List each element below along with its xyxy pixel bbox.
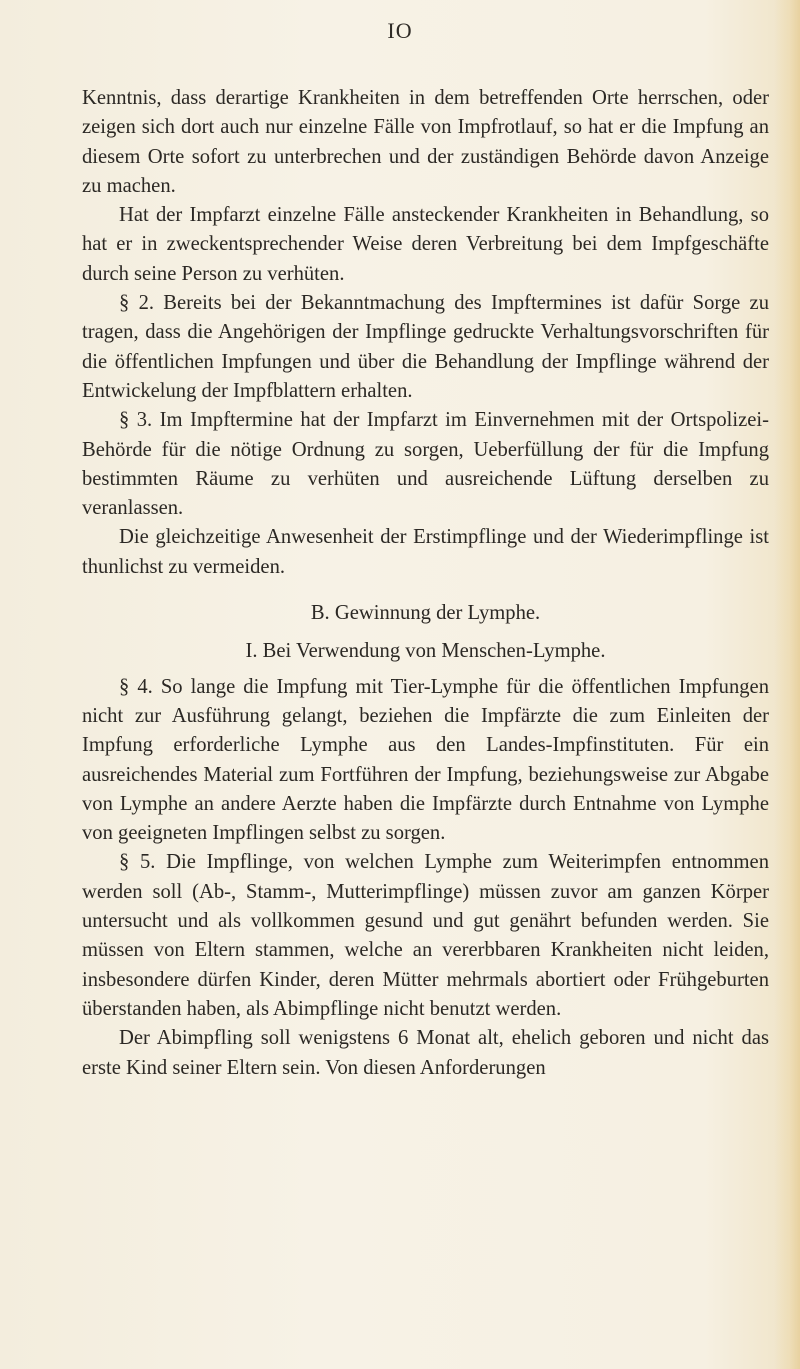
paragraph-abimpfling: Der Abimpfling soll wenigstens 6 Monat alt, ehelich geboren und nicht das erste Kind seiner Eltern sein. Von diesen Anforderungen bbox=[82, 1027, 769, 1079]
page-number: IO bbox=[387, 18, 413, 43]
page-edge-shading bbox=[774, 0, 800, 1369]
paragraph-anwesenheit: Die gleichzeitige Anwesenheit der Erstimpflinge und der Wiederimpflinge ist thunlichst zu vermeiden. bbox=[82, 526, 769, 578]
paragraph-section-4: § 4. So lange die Impfung mit Tier-Lymphe für die öffentlichen Impfungen nicht zur Ausführung gelangt, beziehen die Impfärzte die zum Einleiten der Impfung erforderliche Lymphe aus den Landes-Impfinstituten. Für ein ausreichendes Material zum Fortführen der Impfung, beziehungsweise zur Abgabe von Lymphe an andere Aerzte haben die Impfärzte durch Entnahme von Lymphe von geeigneten Impflingen selbst zu sorgen. bbox=[82, 675, 769, 845]
section-heading-b: B. Gewinnung der Lymphe. bbox=[310, 602, 541, 625]
paragraph-continuation: Kenntnis, dass derartige Krankheiten in dem betreffenden Orte herrschen, oder zeigen sich dort auch nur einzelne Fälle von Impfrotlauf, so hat er die Impfung an diesem Orte sofort zu unterbrechen und der zuständigen Behörde davon Anzeige zu machen. bbox=[82, 87, 769, 197]
body-text bbox=[82, 84, 769, 1083]
paragraph-impfarzt-krankheiten: Hat der Impfarzt einzelne Fälle ansteckender Krankheiten in Behandlung, so hat er in zweckentsprechender Weise deren Verbreitung bei dem Impfgeschäfte durch seine Person zu verhüten. bbox=[82, 204, 769, 285]
paragraph-section-2: § 2. Bereits bei der Bekanntmachung des Impftermines ist dafür Sorge zu tragen, dass die Angehörigen der Impflinge gedruckte Verhaltungsvorschriften für die öffentlichen Impfungen und über die Behandlung der Impflinge während der Entwickelung der Impfblattern erhalten. bbox=[82, 292, 769, 402]
subsection-heading-1: I. Bei Verwendung von Menschen-Lymphe. bbox=[245, 640, 606, 663]
paragraph-section-3: § 3. Im Impftermine hat der Impfarzt im Einvernehmen mit der Ortspolizei-Behörde für die nötige Ordnung zu sorgen, Ueberfüllung der für die Impfung bestimmten Räume zu verhüten und ausreichende Lüftung derselben zu veranlassen. bbox=[82, 409, 769, 520]
paragraph-section-5: § 5. Die Impflinge, von welchen Lymphe zum Weiterimpfen entnommen werden soll (Ab-, Stamm-, Mutterimpflinge) müssen zuvor am ganzen Körper untersucht und als vollkommen gesund und gut genährt befunden werden. Sie müssen von Eltern stammen, welche an vererbbaren Krankheiten nicht leiden, insbesondere dürfen Kinder, deren Mütter mehrmals abortiert oder Frühgeburten überstanden haben, als Abimpflinge nicht benutzt werden. bbox=[82, 851, 769, 1020]
